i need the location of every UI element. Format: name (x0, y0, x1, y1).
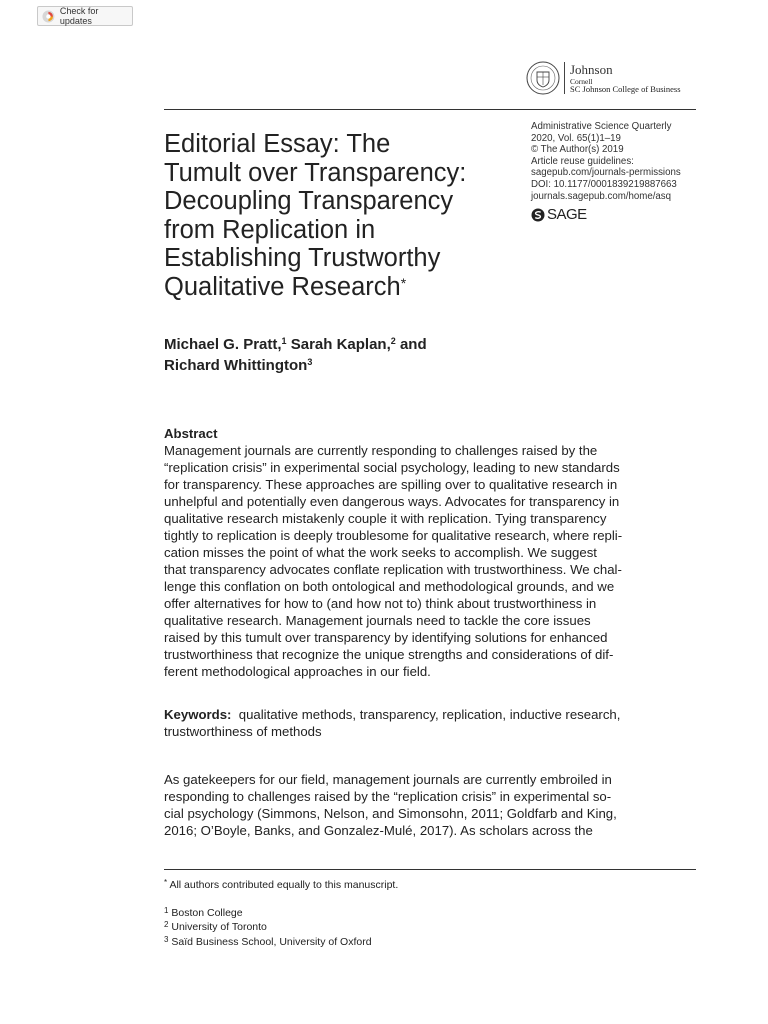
affiliation-marker[interactable]: 3 (307, 357, 313, 367)
journal-name: Administrative Science Quarterly (531, 121, 672, 132)
copyright: © The Author(s) 2019 (531, 144, 624, 156)
abstract-heading: Abstract (164, 426, 218, 441)
doi-link[interactable]: DOI: 10.1177/0001839219887663 (531, 178, 677, 190)
abstract-line: offer alternatives for how to (and how not to) think about trustworthiness in (164, 596, 597, 611)
body-line: cial psychology (Simmons, Nelson, and Simonsohn, 2011; Goldfarb and King, (164, 806, 617, 821)
author-name: Richard Whittington (164, 357, 308, 374)
title-line: Editorial Essay: The (164, 130, 391, 158)
journal-homepage-link[interactable]: journals.sagepub.com/home/asq (531, 190, 672, 202)
journal-info (531, 121, 731, 202)
abstract-line: that transparency advocates conflate replication with trustworthiness. We chal- (164, 562, 622, 577)
affiliation-1 (164, 906, 694, 921)
abstract-line: raised by this tumult over transparency by identifying solutions for enhanced (164, 630, 608, 645)
abstract-line: “replication crisis” in experimental social psychology, leading to new standards (164, 460, 620, 475)
title-footnote-marker[interactable]: * (400, 274, 407, 291)
logo-divider (564, 62, 565, 94)
reuse-guidelines-label: Article reuse guidelines: (531, 155, 634, 167)
keywords-label: Keywords: (164, 707, 232, 722)
title-line: from Replication in (164, 215, 376, 244)
abstract-line: ferent methodological approaches in our field. (164, 664, 431, 679)
johnson-logo (526, 60, 681, 96)
footnote-marker: * (164, 878, 168, 887)
title-line: Establishing Trustworthy (164, 244, 441, 272)
check-updates-icon (42, 10, 55, 23)
sage-logo-text: SAGE (547, 206, 587, 223)
check-updates-label: Check for updates (59, 6, 99, 26)
footnote-star (164, 878, 694, 893)
body-line: responding to challenges raised by the “replication crisis” in experimental so- (164, 789, 612, 804)
journal-volume: 2020, Vol. 65(1)1–19 (531, 132, 621, 144)
cornell-seal-icon (526, 61, 560, 95)
abstract-line: tightly to replication is deeply troublesome for qualitative research, where repli- (164, 528, 623, 543)
affiliation-text: University of Toronto (171, 921, 267, 933)
affiliation-marker[interactable]: 1 (281, 336, 287, 346)
affiliation-3 (164, 935, 694, 950)
affiliation-text: Saïd Business School, University of Oxford (171, 935, 372, 948)
author-conjunction: and (395, 336, 427, 353)
keywords-text: trustworthiness of methods (164, 724, 322, 739)
footnote-rule (164, 869, 696, 870)
check-for-updates-button[interactable] (37, 6, 133, 26)
footnote-marker: 3 (164, 934, 169, 944)
logo-line-cornell: Cornell (570, 76, 593, 86)
body-line: As gatekeepers for our field, management journals are currently embroiled in (164, 772, 612, 787)
abstract-line: Management journals are currently responding to challenges raised by the (164, 443, 598, 458)
author-name: Sarah Kaplan, (286, 336, 391, 353)
logo-line-college: SC Johnson College of Business (570, 84, 681, 94)
abstract-section (164, 425, 694, 680)
abstract-line: for transparency. These approaches are spilling over to qualitative research in (164, 477, 618, 492)
abstract-line: qualitative research. Management journals need to tackle the core issues (164, 613, 591, 628)
abstract-line: trustworthiness that recognize the unique strengths and considerations of dif- (164, 647, 614, 662)
abstract-line: unhelpful and potentially even dangerous ways. Advocates for transparency in (164, 494, 620, 509)
title-line: Decoupling Transparency (164, 187, 454, 215)
abstract-line: cation misses the point of what the work seeks to accomplish. We suggest (164, 545, 597, 560)
title-line: Tumult over Transparency: (164, 158, 467, 187)
footnote-marker: 2 (164, 920, 169, 929)
keywords-text: qualitative methods, transparency, replication, inductive research, (238, 707, 621, 722)
sage-s-icon (531, 208, 545, 222)
title-line: Qualitative Research (164, 272, 401, 301)
footnote-text: All authors contributed equally to this manuscript. (169, 879, 399, 891)
body-line: 2016; O’Boyle, Banks, and Gonzalez-Mulé, 2017). As scholars across the (164, 823, 593, 838)
affiliation-marker[interactable]: 2 (390, 336, 396, 346)
affiliation-text: Boston College (171, 906, 243, 919)
affiliation-2 (164, 920, 694, 935)
permissions-link[interactable]: sagepub.com/journals-permissions (531, 167, 681, 179)
author-name: Michael G. Pratt, (164, 336, 282, 353)
keywords-section (164, 706, 694, 740)
abstract-line: qualitative research mistakenly couple it with replication. Tying transparency (164, 511, 607, 526)
article-title (164, 130, 529, 301)
header-rule (164, 109, 696, 110)
sage-logo (531, 206, 587, 223)
author-list (164, 334, 604, 376)
logo-name: Johnson (570, 61, 613, 77)
intro-paragraph (164, 771, 694, 839)
footnotes (164, 878, 694, 949)
footnote-marker: 1 (164, 905, 169, 915)
abstract-line: lenge this conflation on both ontological and methodological grounds, and we (164, 579, 615, 594)
